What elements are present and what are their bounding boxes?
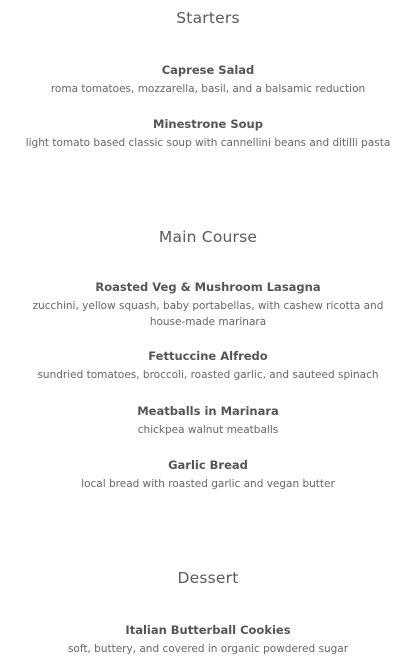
menu-item-name: Minestrone Soup bbox=[153, 117, 263, 131]
menu-item-description: light tomato based classic soup with cannellini beans and ditilli pasta bbox=[25, 137, 391, 149]
menu-item-fettuccine-alfredo bbox=[14, 348, 402, 383]
menu-item-description: roma tomatoes, mozzarella, basil, and a balsamic reduction bbox=[50, 83, 366, 95]
section-title-dessert: Dessert bbox=[177, 569, 239, 587]
menu-item-name: Italian Butterball Cookies bbox=[125, 623, 291, 637]
menu-item-name: Roasted Veg & Mushroom Lasagna bbox=[95, 280, 321, 294]
menu-item-description: soft, buttery, and covered in organic powdered sugar bbox=[67, 643, 349, 655]
menu-item-name: Fettuccine Alfredo bbox=[148, 349, 268, 363]
menu-item-italian-butterball-cookies bbox=[14, 622, 402, 657]
menu-item-caprese-salad bbox=[14, 62, 402, 97]
menu-item-meatballs-in-marinara bbox=[14, 403, 402, 438]
menu-item-description: zucchini, yellow squash, baby portabellas, with cashew ricotta and house-made marinara bbox=[32, 300, 384, 328]
section-title-main-course: Main Course bbox=[158, 228, 258, 246]
section-title-starters: Starters bbox=[176, 9, 240, 27]
menu-item-description: chickpea walnut meatballs bbox=[137, 424, 279, 436]
menu-item-garlic-bread bbox=[14, 457, 402, 492]
menu-item-name: Caprese Salad bbox=[161, 63, 255, 77]
menu-item-description: local bread with roasted garlic and vegan butter bbox=[81, 478, 335, 490]
menu-item-description: sundried tomatoes, broccoli, roasted garlic, and sauteed spinach bbox=[37, 369, 379, 381]
menu-item-name: Garlic Bread bbox=[168, 458, 248, 472]
menu-item-name: Meatballs in Marinara bbox=[137, 404, 279, 418]
menu-item-lasagna bbox=[14, 279, 402, 330]
menu-item-minestrone-soup bbox=[14, 116, 402, 151]
